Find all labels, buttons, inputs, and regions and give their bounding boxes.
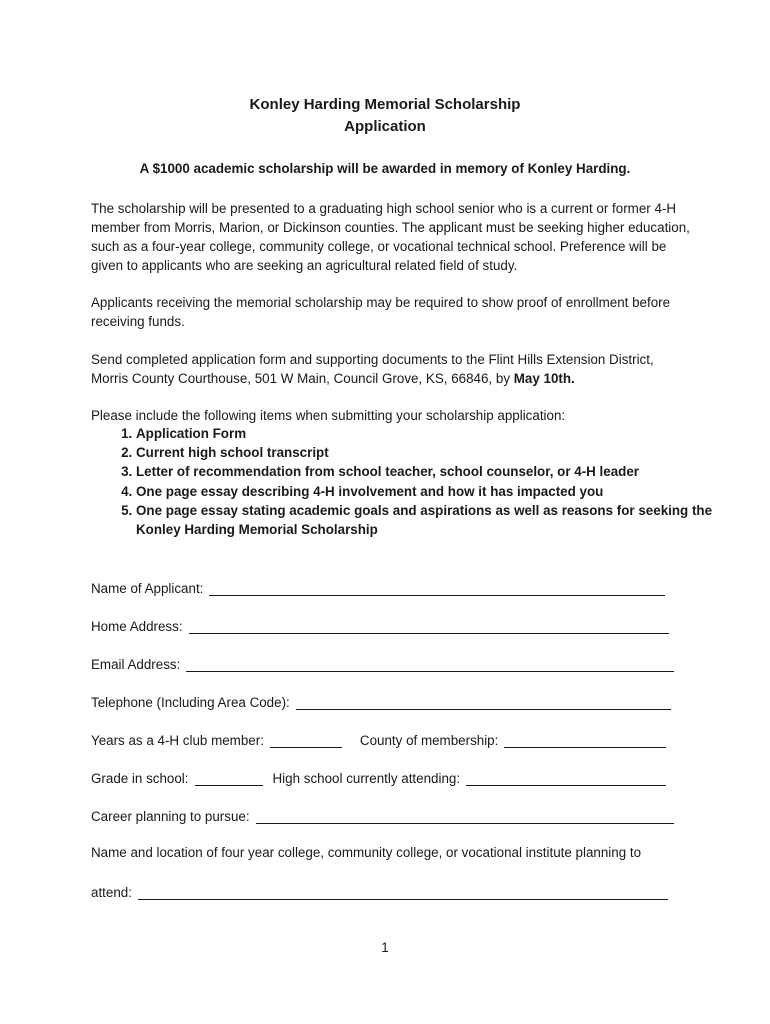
grade-input[interactable] (195, 771, 263, 786)
telephone-label: Telephone (Including Area Code): (91, 695, 290, 710)
email-input[interactable] (186, 657, 674, 672)
home-address-field (91, 614, 669, 634)
school-row (91, 766, 666, 786)
county-label: County of membership: (359, 733, 499, 748)
county-input[interactable] (504, 733, 666, 748)
submission-paragraph (91, 350, 691, 388)
telephone-field (91, 690, 671, 710)
list-item: 5. One page essay stating academic goals and aspirations as well as reasons for seeking the Konley Harding Memorial Scholarship (136, 501, 726, 539)
college-label: attend: (91, 885, 132, 900)
membership-row (91, 728, 666, 748)
career-label: Career planning to pursue: (91, 809, 250, 824)
years-member-input[interactable] (270, 733, 342, 748)
document-title: Konley Harding Memorial Scholarship (249, 96, 521, 113)
list-item: 4. One page essay describing 4-H involvement and how it has impacted you (136, 482, 726, 501)
high-school-input[interactable] (466, 771, 666, 786)
scholarship-subtitle: A $1000 academic scholarship will be awarded in memory of Konley Harding. (139, 161, 631, 176)
items-intro: Please include the following items when submitting your scholarship application: (91, 408, 566, 423)
career-input[interactable] (256, 809, 674, 824)
document-title-line2: Application (344, 118, 426, 135)
list-item: 1. Application Form (136, 424, 726, 443)
home-address-input[interactable] (189, 619, 669, 634)
high-school-label: High school currently attending: (272, 771, 461, 786)
required-items-list (91, 424, 726, 539)
college-input[interactable] (138, 885, 668, 900)
submission-deadline: May 10th. (513, 371, 575, 386)
years-member-label: Years as a 4-H club member: (91, 733, 264, 748)
enrollment-paragraph: Applicants receiving the memorial scholarship may be required to show proof of enrollment before receiving funds. (91, 295, 671, 329)
career-field (91, 804, 674, 824)
college-label-line1: Name and location of four year college, community college, or vocational institute planning to (91, 845, 642, 860)
home-address-label: Home Address: (91, 619, 183, 634)
applicant-name-field (91, 576, 665, 596)
eligibility-paragraph: The scholarship will be presented to a graduating high school senior who is a current or former 4-H member from Morris, Marion, or Dickinson counties. The applicant must be seeking higher education, such as a four-year college, community college, or vocational technical school. Preference will be given to applicants who are seeking an agricultural related field of study. (91, 201, 690, 273)
email-field (91, 652, 674, 672)
list-item: 2. Current high school transcript (136, 443, 726, 462)
applicant-name-input[interactable] (209, 581, 665, 596)
email-label: Email Address: (91, 657, 181, 672)
applicant-name-label: Name of Applicant: (91, 581, 204, 596)
submission-text: Send completed application form and supporting documents to the Flint Hills Extension District, Morris County Courthouse, 501 W Main, Council Grove, KS, 66846, by (91, 352, 654, 386)
college-field (91, 880, 668, 900)
page-number: 1 (381, 940, 389, 955)
grade-label: Grade in school: (91, 771, 189, 786)
list-item: 3. Letter of recommendation from school teacher, school counselor, or 4-H leader (136, 462, 726, 481)
telephone-input[interactable] (296, 695, 671, 710)
